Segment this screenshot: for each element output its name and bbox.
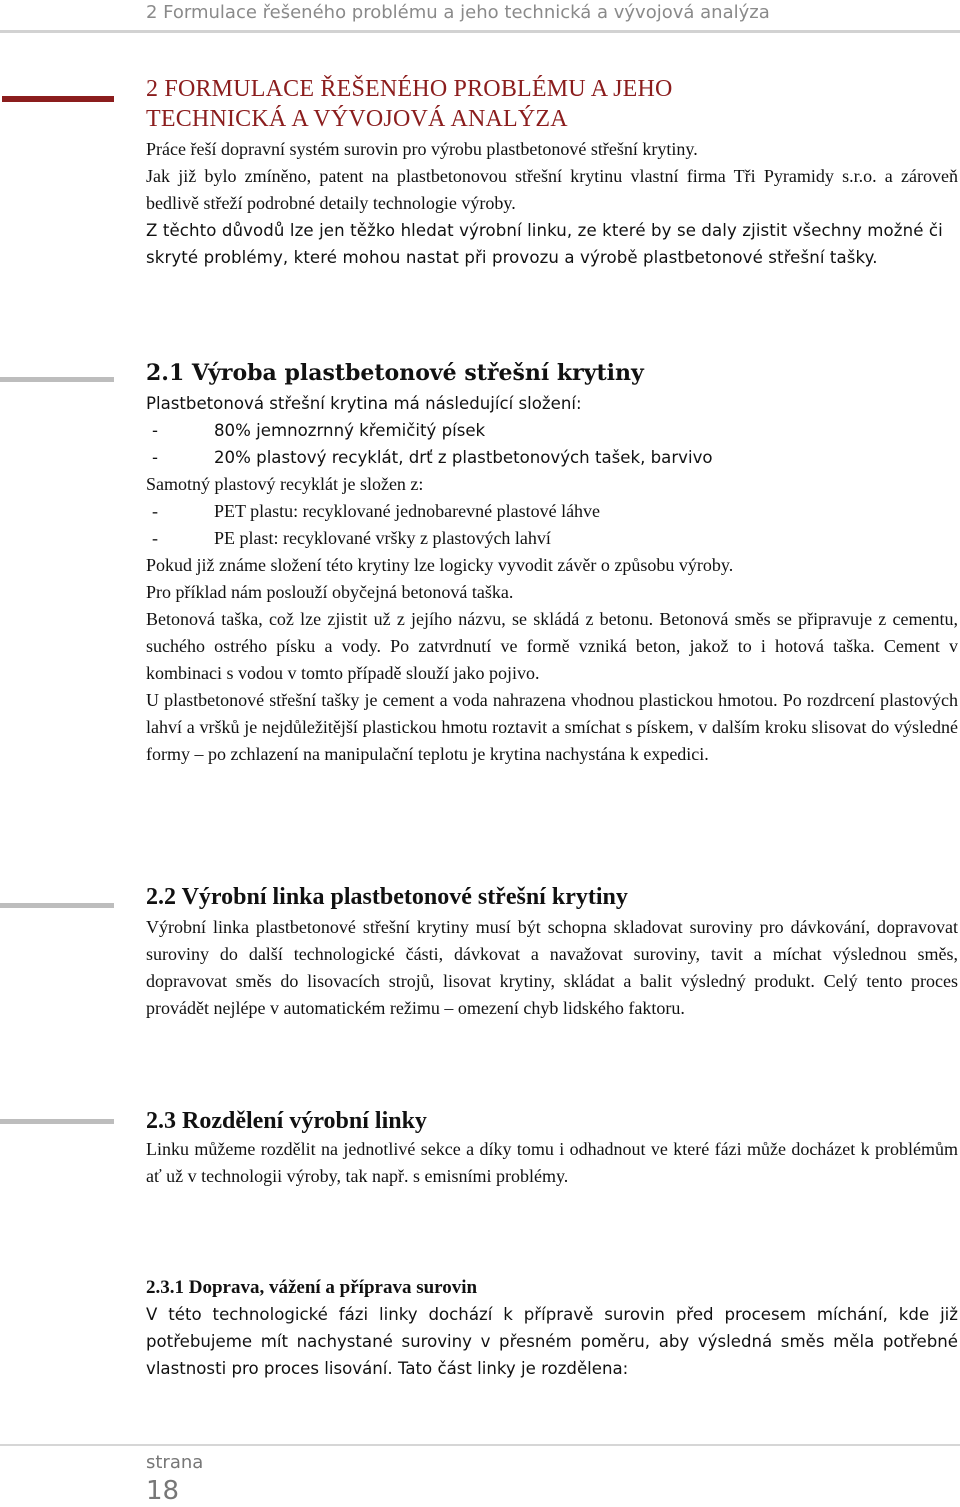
footer-page-number: 18 (146, 1476, 180, 1506)
paragraph: Pokud již známe složení této krytiny lze logicky vyvodit závěr o způsobu výroby. (146, 555, 734, 575)
section-margin-marker (0, 1119, 114, 1124)
section-2-3-1 (146, 1274, 958, 1382)
section-2-3-1-heading: 2.3.1 Doprava, vážení a příprava surovin (146, 1277, 478, 1298)
paragraph: Výrobní linka plastbetonové střešní krytiny musí být schopna skladovat suroviny pro dávkování, dopravovat suroviny do další technologické části, dávkovat a navažovat suroviny, tavit a míchat výslednou směs, dopravovat směs do lisovacích strojů, lisovat krytiny, skládat a balit výsledný produkt. Celý tento proces provádět nejlépe v automatickém režimu – omezení chyb lidského faktoru. (146, 917, 958, 1018)
section-2-3 (146, 1106, 958, 1190)
section-2-2-heading: 2.2 Výrobní linka plastbetonové střešní krytiny (146, 884, 628, 910)
chapter-intro-paragraph-1: Jak již bylo zmíněno, patent na plastbetonovou střešní krytinu vlastní firma Tři Pyramidy s.r.o. a zároveň bedlivě střeží podrobné detaily technologie výroby. (146, 166, 958, 213)
running-header: 2 Formulace řešeného problému a jeho technická a vývojová analýza (146, 2, 770, 23)
list-dash: - (152, 528, 158, 548)
paragraph: Betonová taška, což lze zjistit už z jejího názvu, se skládá z betonu. Betonová směs se připravuje z cementu, suchého ostrého písku a vody. Po zatvrdnutí ve formě vzniká beton, jakož to i hotová taška. Cement v kombinaci s vodou v tomto případě slouží jako pojivo. (146, 609, 958, 683)
list-dash: - (152, 448, 158, 467)
list-dash: - (152, 501, 158, 521)
list-item (146, 525, 958, 552)
chapter-intro-sentence: Práce řeší dopravní systém surovin pro výrobu plastbetonové střešní krytiny. (146, 139, 698, 159)
composition-intro: Plastbetonová střešní krytina má následující složení: (146, 394, 582, 413)
section-margin-marker (0, 377, 114, 382)
recyclate-intro: Samotný plastový recyklát je složen z: (146, 474, 424, 494)
section-2-2 (146, 882, 958, 1022)
chapter-intro-paragraph-2: Z těchto důvodů lze jen těžko hledat výrobní linku, ze které by se daly zjistit všechny možné či skryté problémy, které mohou nastat při provozu a výrobě plastbetonové střešní tašky. (146, 221, 943, 267)
chapter-title-line1: 2 FORMULACE ŘEŠENÉHO PROBLÉMU A JEHO (146, 76, 673, 102)
section-margin-marker (0, 903, 114, 908)
list-item-text: 80% jemnozrnný křemičitý písek (214, 421, 486, 440)
list-item-text: 20% plastový recyklát, drť z plastbetonových tašek, barvivo (214, 448, 713, 467)
paragraph: Linku můžeme rozdělit na jednotlivé sekce a díky tomu i odhadnout ve které fázi může docházet k problémům ať už v technologii výroby, tak např. s emisními problémy. (146, 1139, 958, 1186)
footer-page-label: strana (146, 1452, 204, 1473)
section-2-1-heading: 2.1 Výroba plastbetonové střešní krytiny (146, 360, 644, 386)
list-item (146, 444, 958, 471)
paragraph: Pro příklad nám poslouží obyčejná betonová taška. (146, 582, 514, 602)
section-2-3-heading: 2.3 Rozdělení výrobní linky (146, 1108, 427, 1134)
chapter-title-line2: TECHNICKÁ A VÝVOJOVÁ ANALÝZA (146, 106, 568, 132)
list-item-text: PE plast: recyklované vršky z plastových lahví (214, 528, 551, 548)
list-dash: - (152, 421, 158, 440)
list-item (146, 498, 958, 525)
paragraph: U plastbetonové střešní tašky je cement a voda nahrazena vhodnou plastickou hmotou. Po rozdrcení plastových lahví a vršků je nejdůležitější plastickou hmotu roztavit a smíchat s pískem, v dalším kroku slisovat do výsledné formy – po zchlazení na manipulační teplotu je krytina nachystána k expedici. (146, 690, 958, 764)
header-divider (0, 30, 960, 33)
chapter-title (146, 74, 958, 134)
list-item-text: PET plastu: recyklované jednobarevné plastové láhve (214, 501, 601, 521)
chapter-margin-marker (2, 96, 114, 102)
list-item (146, 417, 958, 444)
section-2-1 (146, 358, 958, 768)
footer-divider (0, 1444, 960, 1446)
chapter-block (146, 74, 958, 271)
paragraph: V této technologické fázi linky dochází k přípravě surovin před procesem míchání, kde již potřebujeme mít nachystané suroviny v přesném poměru, aby výsledná směs měla potřebné vlastnosti pro proces lisování. Tato část linky je rozdělena: (146, 1305, 958, 1378)
